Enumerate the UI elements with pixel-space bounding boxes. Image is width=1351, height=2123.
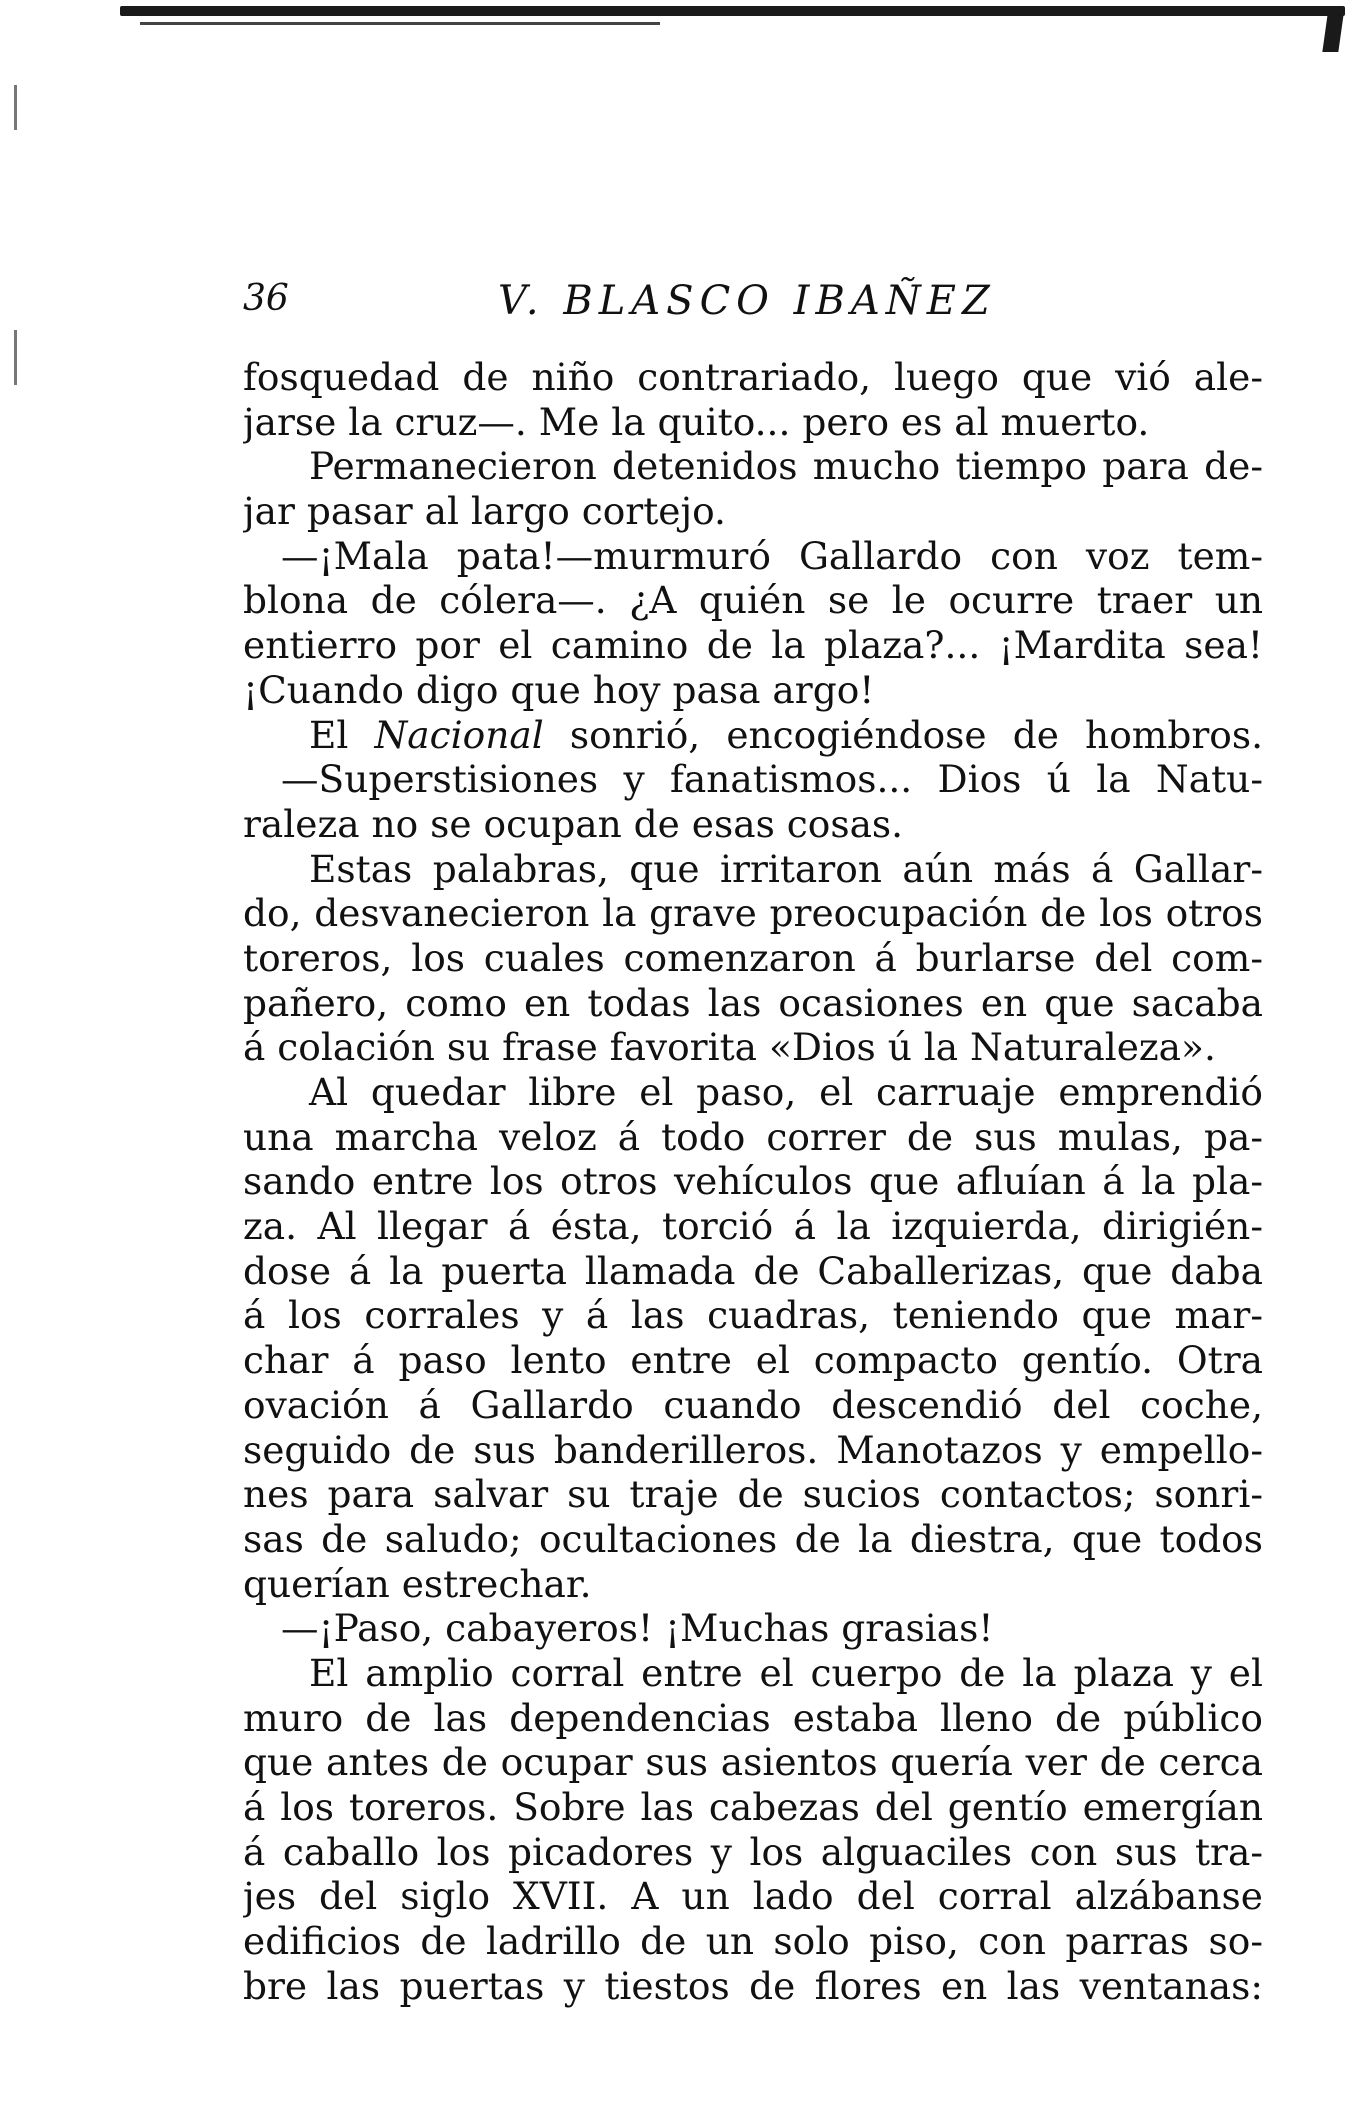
- text-line: sas de saludo; ocultaciones de la diestra, que todos: [243, 1516, 1263, 1561]
- text-line: á colación su frase favorita «Dios ú la Naturaleza».: [243, 1025, 1216, 1070]
- text-line: —Superstisiones y fanatismos... Dios ú la Natu-: [281, 757, 1263, 802]
- text-line: Al quedar libre el paso, el carruaje emprendió: [309, 1070, 1263, 1114]
- italic-text: Nacional: [374, 712, 544, 757]
- text-line: una marcha veloz á todo correr de sus mulas, pa-: [243, 1114, 1263, 1159]
- running-head: V. BLASCO IBAÑEZ: [498, 278, 996, 324]
- text-line: seguido de sus banderilleros. Manotazos y empello-: [243, 1427, 1263, 1472]
- text-line: jar pasar al largo cortejo.: [243, 489, 726, 534]
- text-run: sonrió, encogiéndose de hombros.: [543, 712, 1263, 757]
- margin-mark: [14, 330, 17, 385]
- text-line: muro de las dependencias estaba lleno de público: [243, 1695, 1263, 1740]
- text-line: querían estrechar.: [243, 1561, 592, 1606]
- top-edge-mark: [1322, 14, 1343, 52]
- text-line: Permanecieron detenidos mucho tiempo para de-: [309, 444, 1263, 489]
- text-line: sando entre los otros vehículos que afluían á la pla-: [243, 1159, 1263, 1204]
- text-line: pañero, como en todas las ocasiones en que sacaba: [243, 980, 1263, 1025]
- text-line: á los toreros. Sobre las cabezas del gentío emergían: [243, 1785, 1263, 1829]
- page-number: 36: [243, 278, 289, 319]
- text-line: —¡Paso, cabayeros! ¡Muchas grasias!: [281, 1606, 994, 1651]
- margin-mark: [14, 85, 17, 130]
- text-line: fosquedad de niño contrariado, luego que vió ale-: [243, 355, 1263, 399]
- text-line: toreros, los cuales comenzaron á burlarse del com-: [243, 935, 1263, 980]
- text-line: jes del siglo XVII. A un lado del corral alzábanse: [243, 1874, 1263, 1919]
- text-line: raleza no se ocupan de esas cosas.: [243, 801, 904, 846]
- body-text: [243, 355, 1263, 2008]
- text-line: El amplio corral entre el cuerpo de la plaza y el: [309, 1650, 1263, 1695]
- text-line: entierro por el camino de la plaza?... ¡Mardita sea!: [243, 623, 1263, 668]
- text-line: Estas palabras, que irritaron aún más á Gallar-: [309, 846, 1263, 891]
- text-line: za. Al llegar á ésta, torció á la izquierda, dirigién-: [243, 1204, 1263, 1249]
- text-line: ¡Cuando digo que hoy pasa argo!: [243, 667, 875, 712]
- text-line: do, desvanecieron la grave preocupación de los otros: [243, 891, 1263, 936]
- text-line: á caballo los picadores y los alguaciles con sus tra-: [243, 1829, 1263, 1874]
- text-line: ovación á Gallardo cuando descendió del coche,: [243, 1382, 1263, 1427]
- text-line: dose á la puerta llamada de Caballerizas, que daba: [243, 1248, 1263, 1293]
- text-line: —¡Mala pata!—murmuró Gallardo con voz tem-: [281, 533, 1263, 578]
- text-line: á los corrales y á las cuadras, teniendo que mar-: [243, 1293, 1263, 1338]
- page-header: [243, 268, 1263, 328]
- text-line: edificios de ladrillo de un solo piso, con parras so-: [243, 1919, 1263, 1964]
- text-line: nes para salvar su traje de sucios contactos; sonri-: [243, 1472, 1263, 1517]
- text-line: blona de cólera—. ¿A quién se le ocurre traer un: [243, 578, 1263, 623]
- text-run: El: [309, 712, 375, 757]
- text-line: jarse la cruz—. Me la quito... pero es al muerto.: [243, 399, 1150, 444]
- text-line: que antes de ocupar sus asientos quería ver de cerca: [243, 1740, 1263, 1785]
- text-line: [243, 713, 1263, 758]
- text-line: bre las puertas y tiestos de flores en las ventanas:: [243, 1963, 1263, 2008]
- top-edge-rule: [120, 6, 1345, 16]
- top-edge-thin-rule: [140, 22, 660, 25]
- text-line: char á paso lento entre el compacto gentío. Otra: [243, 1338, 1263, 1383]
